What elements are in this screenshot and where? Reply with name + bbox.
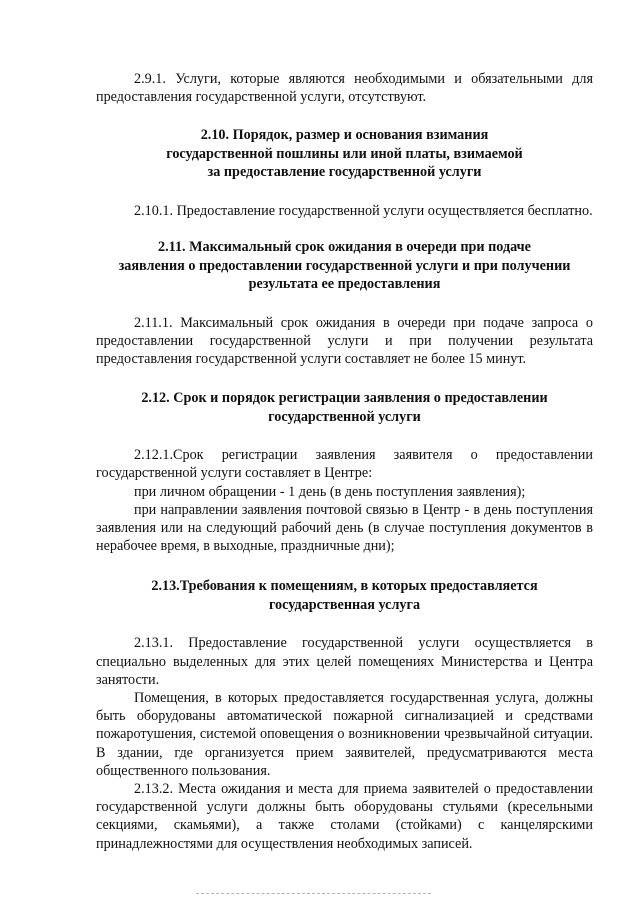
- scan-edge-line: [196, 893, 431, 894]
- heading-2-10: [96, 126, 593, 182]
- paragraph-2-13-1: 2.13.1. Предоставление государственной услуги осуществляется в специально выделенных для этих целей помещениях Министерства и Центра занятости.: [96, 635, 593, 688]
- paragraph-2-10-1: 2.10.1. Предоставление государственной услуги осуществляется бесплатно.: [134, 202, 593, 219]
- heading-line: заявления о предоставлении государственной услуги и при получении: [118, 257, 571, 274]
- paragraph-2-12-1: 2.12.1.Срок регистрации заявления заявителя о предоставлении государственной услуги составляет в Центре:: [96, 447, 593, 482]
- paragraph-2-13-2: 2.13.2. Места ожидания и места для приема заявителей о предоставлении государственной услуги должны быть оборудованы стульями (кресельными секциями, скамьями), а также столами (стойками) с канцелярскими принадлежностями для осуществления необходимых записей.: [96, 781, 593, 852]
- paragraph-2-13-1-premises: Помещения, в которых предоставляется государственная услуга, должны быть оборудованы автоматической пожарной сигнализацией и средствами пожаротушения, системой оповещения о возникновении чрезвычайной ситуации. В здании, где организуется прием заявителей, предусматриваются места общественного пользования.: [96, 690, 593, 779]
- paragraph-2-9-1: 2.9.1. Услуги, которые являются необходимыми и обязательными для предоставления государственной услуги, отсутствуют.: [96, 71, 593, 106]
- heading-2-13: [96, 577, 593, 614]
- paragraph-2-12-1-post: при направлении заявления почтовой связью в Центр - в день поступления заявления или на следующий рабочий день (в случае поступления документов в нерабочее время, в выходные, праздничные дни);: [96, 501, 593, 555]
- heading-line: за предоставление государственной услуги: [207, 164, 482, 181]
- heading-line: государственной услуги: [268, 408, 421, 425]
- heading-line: 2.12. Срок и порядок регистрации заявления о предоставлении: [141, 390, 548, 407]
- paragraph-2-11-1: 2.11.1. Максимальный срок ожидания в очереди при подаче запроса о предоставлении государственной услуги и при получении результата предоставления государственной услуги составляет не более 15 минут.: [96, 314, 593, 368]
- heading-2-12: [96, 389, 593, 426]
- document-page: [96, 70, 593, 853]
- heading-line: 2.11. Максимальный срок ожидания в очереди при подаче: [158, 239, 531, 256]
- heading-line: результата ее предоставления: [248, 276, 441, 293]
- paragraph-2-12-1-personal: при личном обращении - 1 день (в день поступления заявления);: [134, 483, 526, 500]
- heading-2-11: [96, 238, 593, 294]
- heading-line: государственной пошлины или иной платы, взимаемой: [166, 145, 523, 162]
- heading-line: 2.10. Порядок, размер и основания взимания: [200, 127, 489, 144]
- heading-line: государственная услуга: [268, 596, 421, 613]
- heading-line: 2.13.Требования к помещениям, в которых предоставляется: [151, 578, 538, 595]
